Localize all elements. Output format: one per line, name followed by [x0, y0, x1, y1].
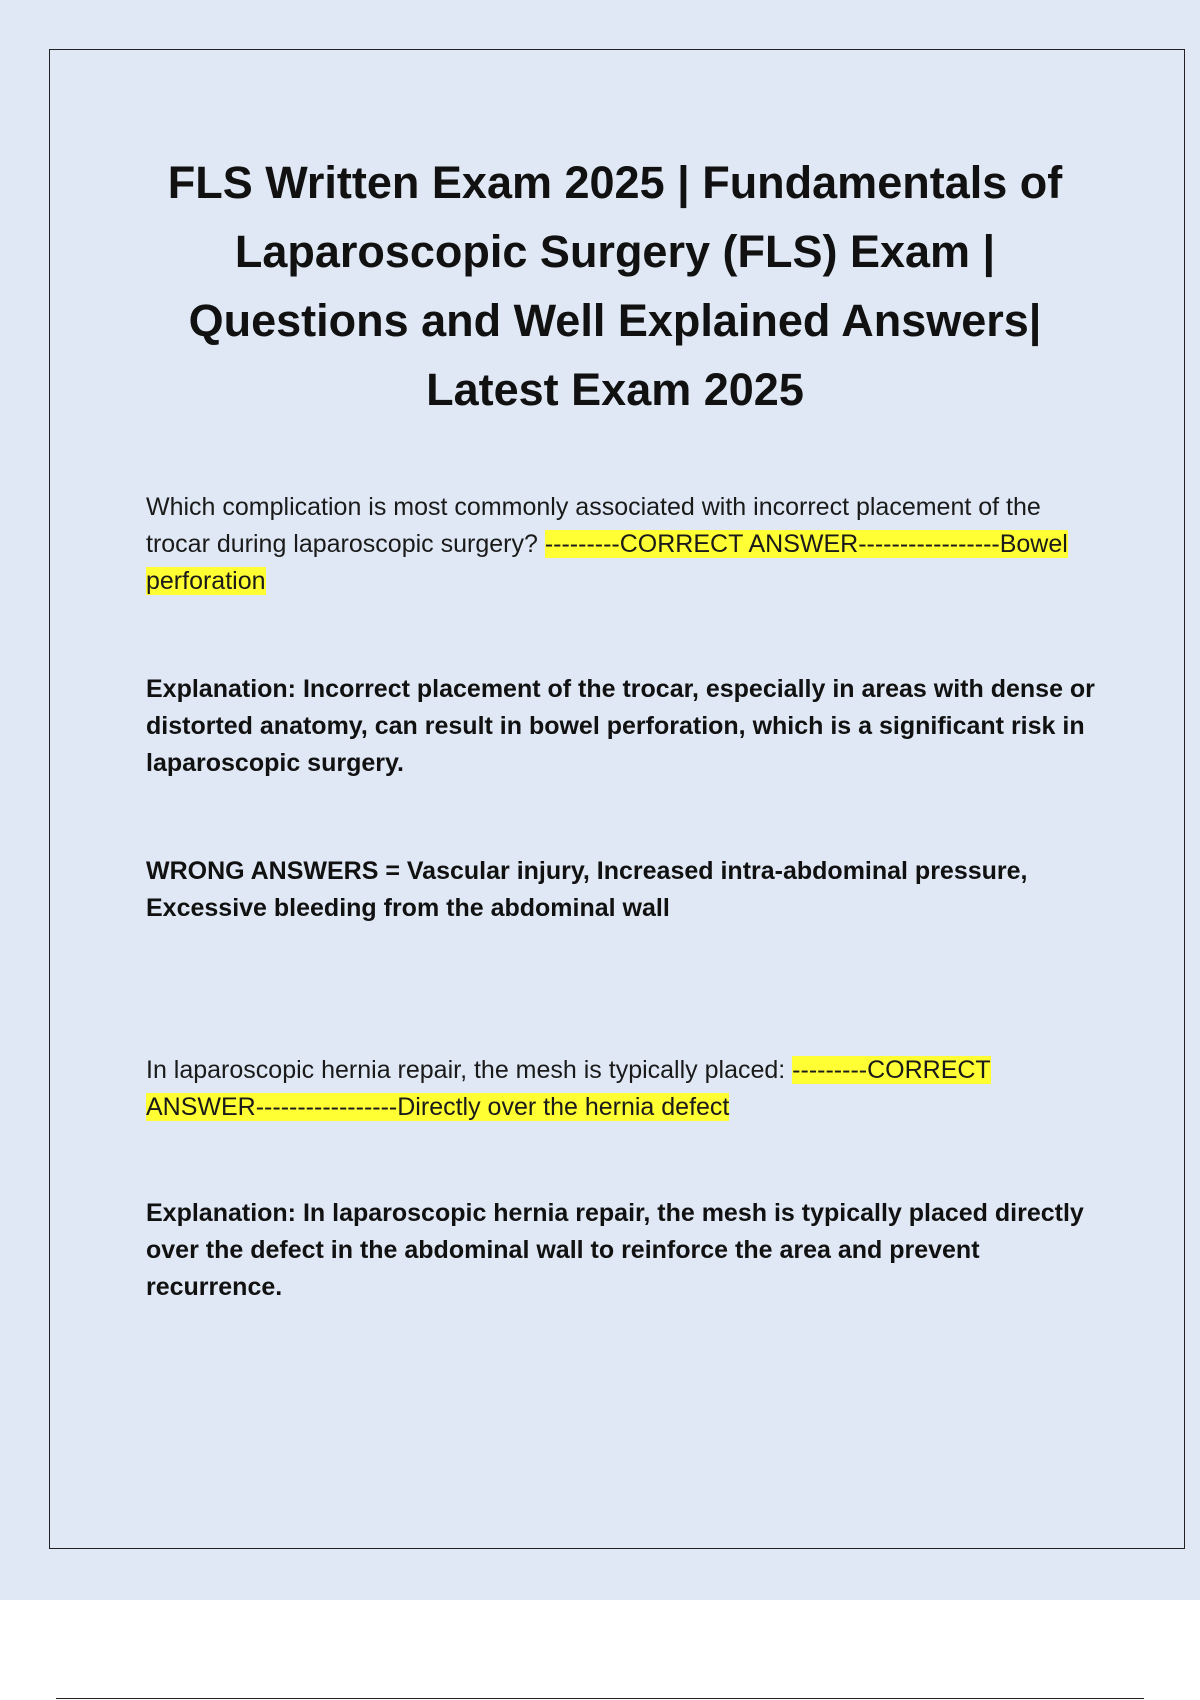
wrong-answers-1: WRONG ANSWERS = Vascular injury, Increased intra-abdominal pressure, Excessive bleeding from the abdominal wall [146, 857, 1028, 922]
question-2 [146, 1052, 1046, 1126]
bottom-divider [56, 1698, 1144, 1699]
question-1-text: Which complication is most commonly associated with incorrect placement of the trocar during laparoscopic surgery? [146, 493, 1041, 558]
question-2-text: In laparoscopic hernia repair, the mesh is typically placed: [146, 1056, 793, 1084]
correct-answer-2: ---------CORRECT ANSWER-----------------Directly over the hernia defect [146, 1056, 991, 1121]
correct-answer-1: ---------CORRECT ANSWER-----------------Bowel perforation [146, 530, 1068, 595]
question-1 [146, 489, 1096, 600]
explanation-1: Explanation: Incorrect placement of the trocar, especially in areas with dense or distorted anatomy, can result in bowel perforation, which is a significant risk in laparoscopic surgery. [146, 675, 1095, 777]
explanation-2: Explanation: In laparoscopic hernia repair, the mesh is typically placed directly over the defect in the abdominal wall to reinforce the area and prevent recurrence. [146, 1199, 1084, 1301]
document-title: FLS Written Exam 2025 | Fundamentals of Laparoscopic Surgery (FLS) Exam | Questions and Well Explained Answers| Latest Exam 2025 [167, 157, 1063, 415]
